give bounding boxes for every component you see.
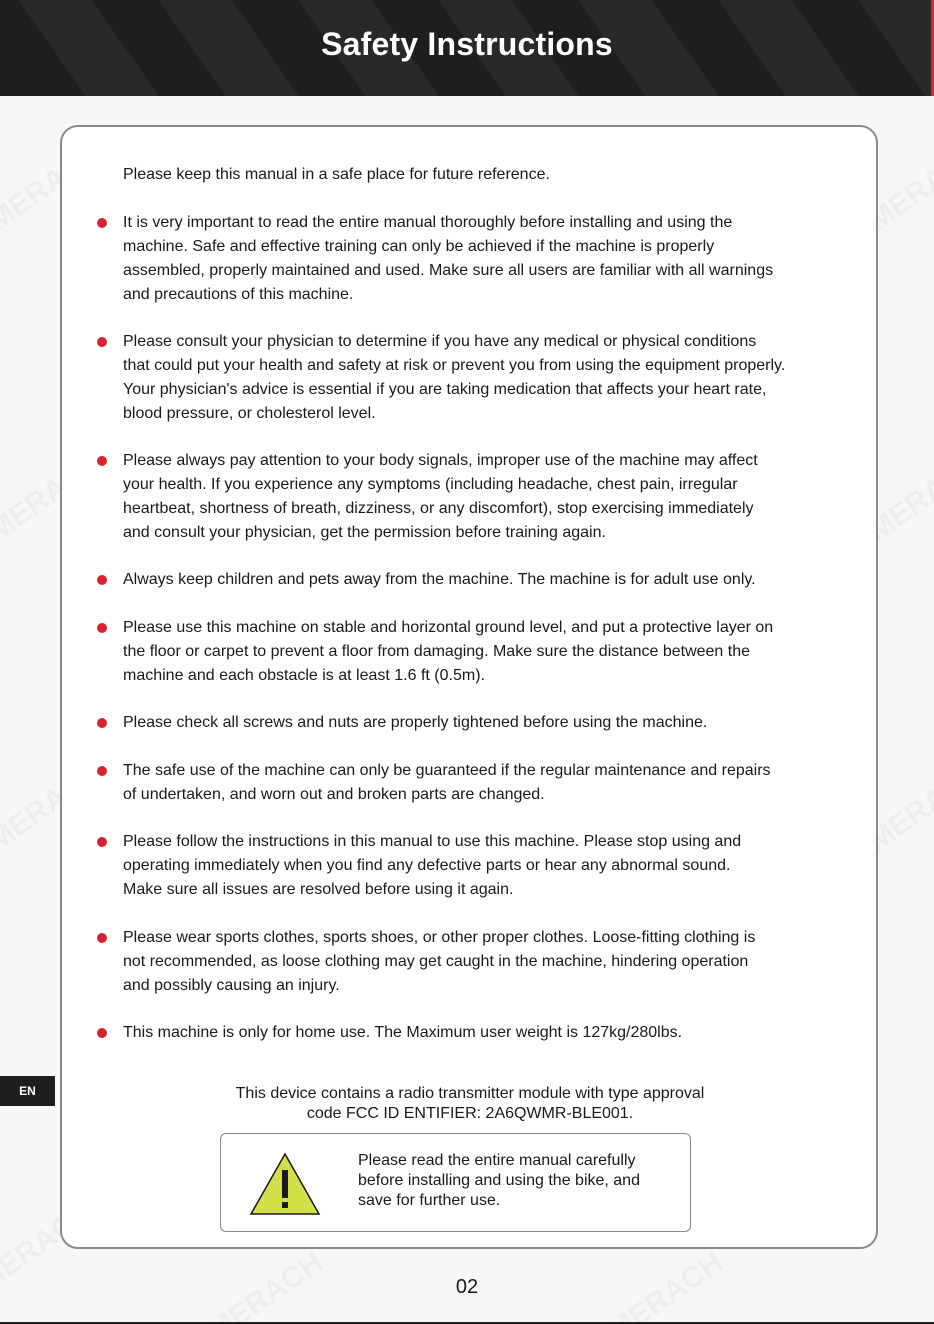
bullet-dot-icon (97, 456, 107, 466)
bullet-dot-icon (97, 837, 107, 847)
bullet-dot-icon (97, 623, 107, 633)
bullet-dot-icon (97, 1028, 107, 1038)
page-title: Safety Instructions (321, 26, 613, 62)
list-item: The safe use of the machine can only be guaranteed if the regular maintenance and repairs of undertaken, and worn out and broken parts are changed. (123, 759, 868, 807)
list-item: Please consult your physician to determine if you have any medical or physical conditions that could put your health and safety at risk or prevent you from using the equipment properly. Your physician's advice is essential if you are taking medication that affects your heart rate, blood pressure, or cholesterol level. (123, 330, 868, 426)
bullet-dot-icon (97, 718, 107, 728)
list-item: Please check all screws and nuts are properly tightened before using the machine. (123, 711, 868, 735)
list-item: Please follow the instructions in this manual to use this machine. Please stop using and operating immediately when you find any defective parts or hear any abnormal sound. Make sure all issues are resolved before using it again. (123, 830, 868, 902)
list-item: Please wear sports clothes, sports shoes, or other proper clothes. Loose-fitting clothing is not recommended, as loose clothing may get caught in the machine, hindering operation and possibly causing an injury. (123, 926, 868, 998)
list-item: Always keep children and pets away from the machine. The machine is for adult use only. (123, 568, 868, 592)
page-number: 02 (455, 1276, 479, 1298)
list-item: Please use this machine on stable and horizontal ground level, and put a protective layer on the floor or carpet to prevent a floor from damaging. Make sure the distance between the machine and each obstacle is at least 1.6 ft (0.5m). (123, 616, 868, 688)
list-item: This machine is only for home use. The Maximum user weight is 127kg/280lbs. (123, 1021, 868, 1045)
bullet-dot-icon (97, 337, 107, 347)
bullet-dot-icon (97, 575, 107, 585)
intro-text: Please keep this manual in a safe place for future reference. (123, 166, 550, 183)
warning-box (220, 1133, 691, 1232)
warning-text: Please read the entire manual carefully before installing and using the bike, and save for further use. (358, 1152, 640, 1209)
bullet-dot-icon (97, 933, 107, 943)
fcc-notice: This device contains a radio transmitter module with type approval code FCC ID ENTIFIER: 2A6QWMR-BLE001. (235, 1085, 705, 1122)
bullet-dot-icon (97, 218, 107, 228)
language-tab: EN (0, 1076, 55, 1106)
list-item: It is very important to read the entire manual thoroughly before installing and using the machine. Safe and effective training can only be achieved if the machine is properly assembled, properly maintained and used. Make sure all users are familiar with all warnings and precautions of this machine. (123, 211, 868, 307)
bullet-dot-icon (97, 766, 107, 776)
page-header (0, 0, 934, 96)
list-item: Please always pay attention to your body signals, improper use of the machine may affect your health. If you experience any symptoms (including headache, chest pain, irregular heartbeat, shortness of breath, dizziness, or any discomfort), stop exercising immediately and consult your physician, get the permission before training again. (123, 449, 868, 545)
warning-triangle-icon (249, 1152, 321, 1216)
